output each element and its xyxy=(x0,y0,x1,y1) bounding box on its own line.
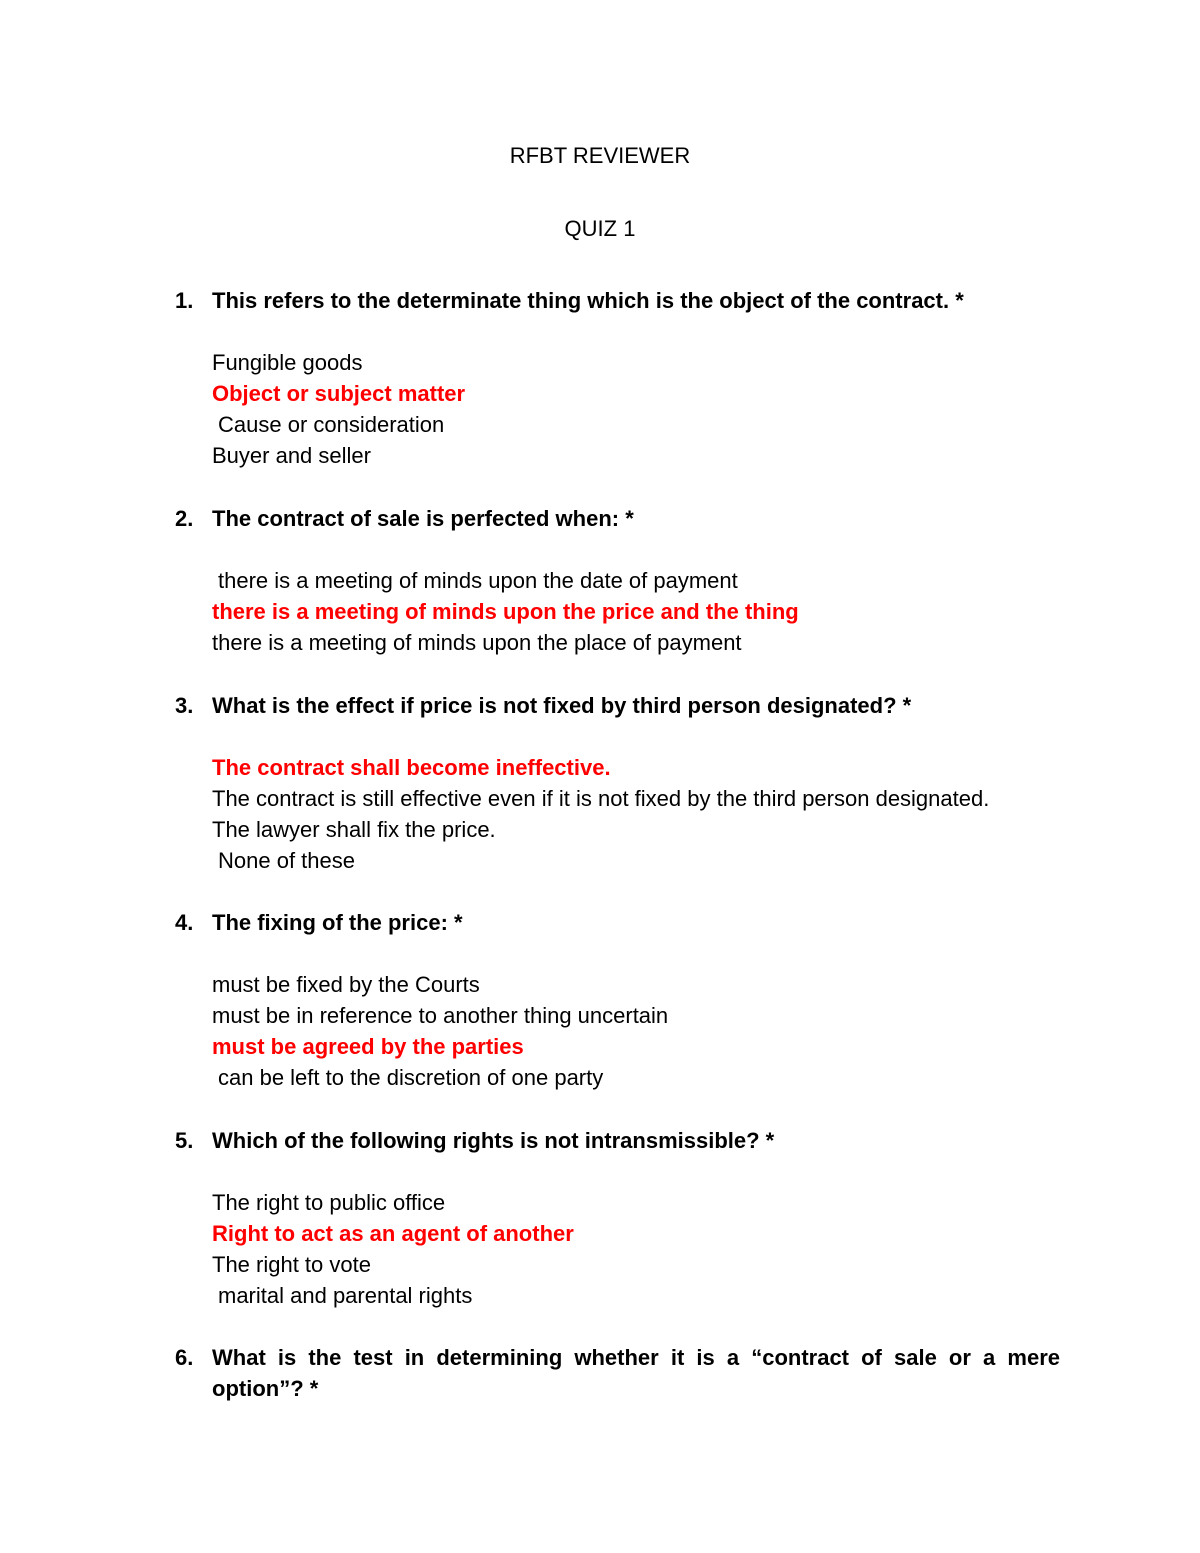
correct-answer-choice: The contract shall become ineffective. xyxy=(212,755,611,780)
correct-answer-choice: Object or subject matter xyxy=(212,381,466,406)
correct-answer-choice: must be agreed by the parties xyxy=(212,1034,524,1059)
question-heading xyxy=(175,1342,1060,1404)
correct-answer-choice: Right to act as an agent of another xyxy=(212,1221,574,1246)
answer-choice: must be fixed by the Courts xyxy=(212,972,480,997)
question-heading xyxy=(175,285,1060,316)
question-6 xyxy=(175,1342,1060,1404)
question-5 xyxy=(175,1125,1060,1311)
question-text: What is the test in determining whether it is a “contract of sale or a mere option”? * xyxy=(212,1345,1060,1401)
answer-choice: can be left to the discretion of one party xyxy=(218,1065,604,1090)
answer-choice: Buyer and seller xyxy=(212,443,371,468)
question-number: 4. xyxy=(175,910,194,935)
question-1 xyxy=(175,285,1060,471)
answer-choice: there is a meeting of minds upon the date of payment xyxy=(218,568,738,593)
question-heading xyxy=(175,907,1060,938)
correct-answer-choice: there is a meeting of minds upon the price and the thing xyxy=(212,599,799,624)
answer-choice: there is a meeting of minds upon the place of payment xyxy=(212,630,742,655)
question-4 xyxy=(175,907,1060,1093)
answer-choices xyxy=(175,752,1060,876)
answer-choice: The right to vote xyxy=(212,1252,371,1277)
question-text: This refers to the determinate thing which is the object of the contract. * xyxy=(212,288,964,313)
answer-choices xyxy=(175,565,1060,658)
answer-choice: must be in reference to another thing uncertain xyxy=(212,1003,669,1028)
answer-choice: Fungible goods xyxy=(212,350,363,375)
question-number: 1. xyxy=(175,288,194,313)
question-2 xyxy=(175,503,1060,658)
question-heading xyxy=(175,690,1060,721)
question-number: 6. xyxy=(175,1345,194,1370)
answer-choice: None of these xyxy=(218,848,355,873)
answer-choice: Cause or consideration xyxy=(218,412,445,437)
question-number: 5. xyxy=(175,1128,194,1153)
question-heading xyxy=(175,1125,1060,1156)
answer-choice: marital and parental rights xyxy=(218,1283,473,1308)
quiz-subtitle: QUIZ 1 xyxy=(564,216,636,241)
question-text: The fixing of the price: * xyxy=(212,910,463,935)
document-title: RFBT REVIEWER xyxy=(509,143,691,168)
question-number: 2. xyxy=(175,506,194,531)
question-text: What is the effect if price is not fixed by third person designated? * xyxy=(212,693,912,718)
answer-choice: The lawyer shall fix the price. xyxy=(212,817,496,842)
answer-choices xyxy=(175,969,1060,1093)
answer-choices xyxy=(175,1187,1060,1311)
question-text: The contract of sale is perfected when: * xyxy=(212,506,634,531)
question-text: Which of the following rights is not intransmissible? * xyxy=(212,1128,775,1153)
question-heading xyxy=(175,503,1060,534)
question-3 xyxy=(175,690,1060,876)
question-number: 3. xyxy=(175,693,194,718)
answer-choices xyxy=(175,347,1060,471)
answer-choice: The right to public office xyxy=(212,1190,446,1215)
answer-choice: The contract is still effective even if it is not fixed by the third person designated. xyxy=(212,786,990,811)
